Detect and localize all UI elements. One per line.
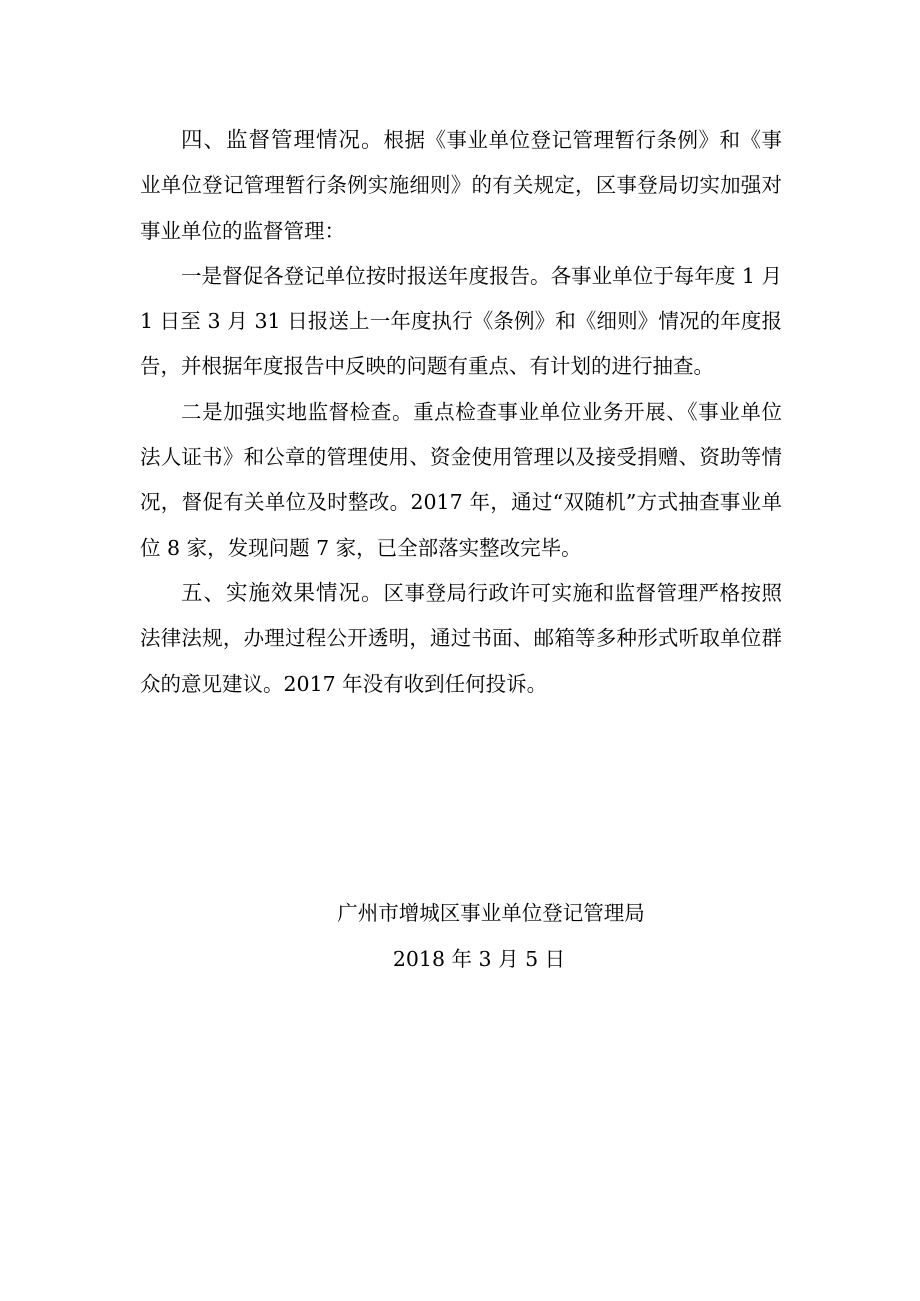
section5-body: 区事登局行政许可实施和监督管理严格按照法律法规，办理过程公开透明，通过书面、邮箱等多种形式听取单位群众的意见建议。2017 年没有收到任何投诉。 bbox=[140, 580, 782, 696]
section4-heading: 四、监督管理情况。 bbox=[181, 128, 384, 153]
section5-heading: 五、实施效果情况。 bbox=[181, 580, 384, 606]
section4-item2: 二是加强实地监督检查。重点检查事业单位业务开展、《事业单位法人证书》和公章的管理使用、资金使用管理以及接受捐赠、资助等情况，督促有关单位及时整改。2017 年，通过“双随机”方式抽查事业单位 8 家，发现问题 7 家，已全部落实整改完毕。 bbox=[140, 399, 782, 560]
section4-item1: 一是督促各登记单位按时报送年度报告。各事业单位于每年度 1 月 1 日至 3 月 31 日报送上一年度执行《条例》和《细则》情况的年度报告，并根据年度报告中反映的问题有重点、有计划的进行抽查。 bbox=[140, 263, 782, 379]
signature-date: 2018 年 3 月 5 日 bbox=[392, 947, 566, 971]
section4-paragraph bbox=[140, 118, 782, 254]
section4-intro: 根据《事业单位登记管理暂行条例》和《事业单位登记管理暂行条例实施细则》的有关规定，区事登局切实加强对事业单位的监督管理： bbox=[140, 128, 782, 243]
signature-organization: 广州市增城区事业单位登记管理局 bbox=[337, 901, 645, 925]
section5-paragraph bbox=[140, 571, 782, 707]
signature-block bbox=[140, 890, 782, 982]
document-body bbox=[140, 118, 782, 707]
